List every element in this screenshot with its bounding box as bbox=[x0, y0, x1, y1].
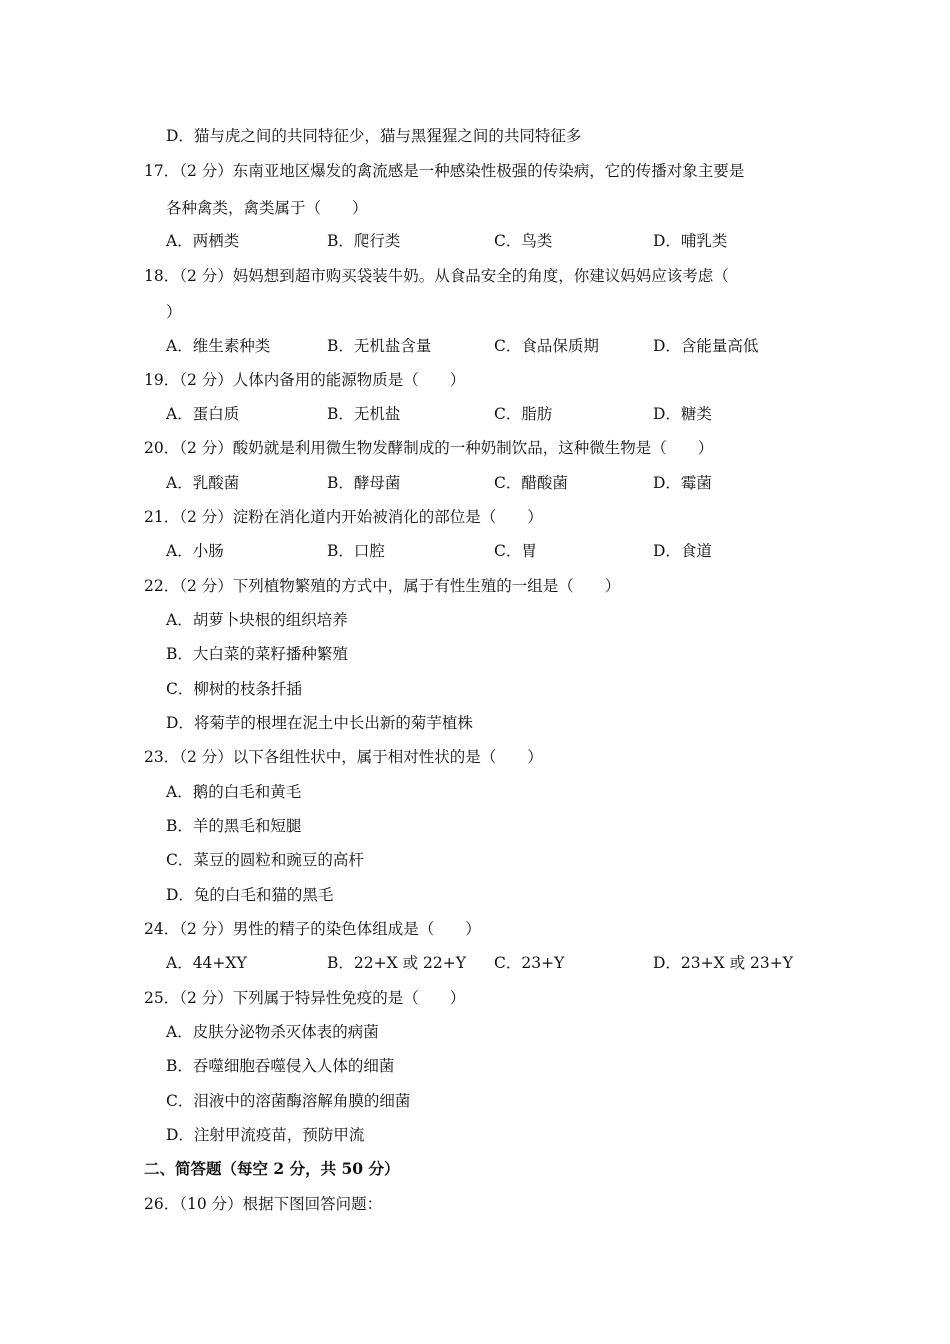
q19-option-d: D．糖类 bbox=[653, 405, 712, 423]
question-21: 21．（2 分）淀粉在消化道内开始被消化的部位是（ ） bbox=[144, 508, 543, 526]
q25-option-c: C．泪液中的溶菌酶溶解角膜的细菌 bbox=[166, 1092, 411, 1110]
q24-option-b: B．22+X 或 22+Y bbox=[327, 954, 466, 972]
question-18: 18．（2 分）妈妈想到超市购买袋装牛奶。从食品安全的角度，你建议妈妈应该考虑（ bbox=[144, 267, 729, 285]
question-19: 19．（2 分）人体内备用的能源物质是（ ） bbox=[144, 371, 466, 389]
q21-option-a: A．小肠 bbox=[166, 542, 224, 560]
q21-option-c: C．胃 bbox=[494, 542, 537, 560]
q23-option-d: D．兔的白毛和猫的黑毛 bbox=[166, 886, 334, 904]
q24-option-c: C．23+Y bbox=[494, 954, 565, 972]
q19-option-a: A．蛋白质 bbox=[166, 405, 240, 423]
q17-options bbox=[166, 231, 866, 251]
q24-option-a: A．44+XY bbox=[166, 954, 247, 972]
q17-option-b: B．爬行类 bbox=[327, 232, 401, 250]
q18-option-b: B．无机盐含量 bbox=[327, 337, 432, 355]
q22-option-c: C．柳树的枝条扦插 bbox=[166, 680, 302, 698]
q21-option-d: D．食道 bbox=[653, 542, 712, 560]
q18-option-d: D．含能量高低 bbox=[653, 337, 759, 355]
question-17: 17．（2 分）东南亚地区爆发的禽流感是一种感染性极强的传染病，它的传播对象主要是 bbox=[144, 162, 745, 180]
q22-option-d: D．将菊芋的根埋在泥土中长出新的菊芋植株 bbox=[166, 714, 473, 732]
q19-options bbox=[166, 404, 866, 424]
q25-option-d: D．注射甲流疫苗，预防甲流 bbox=[166, 1126, 365, 1144]
q19-option-c: C．脂肪 bbox=[494, 405, 553, 423]
q20-option-b: B．酵母菌 bbox=[327, 474, 401, 492]
q17-option-a: A．两栖类 bbox=[166, 232, 240, 250]
q20-option-a: A．乳酸菌 bbox=[166, 474, 240, 492]
q18-option-c: C．食品保质期 bbox=[494, 337, 599, 355]
question-20: 20．（2 分）酸奶就是利用微生物发酵制成的一种奶制饮品，这种微生物是（ ） bbox=[144, 439, 714, 457]
q21-option-b: B．口腔 bbox=[327, 542, 385, 560]
section-heading-short-answer: 二、简答题（每空 2 分，共 50 分） bbox=[144, 1159, 400, 1178]
q18-option-a: A．维生素种类 bbox=[166, 337, 271, 355]
q17-option-d: D．哺乳类 bbox=[653, 232, 728, 250]
q18-options bbox=[166, 336, 866, 356]
question-18-cont: ） bbox=[166, 303, 182, 321]
line-q16-option-d: D．猫与虎之间的共同特征少，猫与黑猩猩之间的共同特征多 bbox=[166, 127, 582, 145]
q25-option-a: A．皮肤分泌物杀灭体表的病菌 bbox=[166, 1023, 379, 1041]
q24-options bbox=[166, 953, 866, 973]
question-24: 24．（2 分）男性的精子的染色体组成是（ ） bbox=[144, 920, 481, 938]
question-25: 25．（2 分）下列属于特异性免疫的是（ ） bbox=[144, 989, 466, 1007]
q19-option-b: B．无机盐 bbox=[327, 405, 401, 423]
q24-option-d: D．23+X 或 23+Y bbox=[653, 954, 793, 972]
q23-option-b: B．羊的黑毛和短腿 bbox=[166, 817, 302, 835]
q20-option-d: D．霉菌 bbox=[653, 474, 712, 492]
q22-option-a: A．胡萝卜块根的组织培养 bbox=[166, 611, 348, 629]
question-26: 26．（10 分）根据下图回答问题： bbox=[144, 1195, 383, 1213]
q20-option-c: C．醋酸菌 bbox=[494, 474, 568, 492]
q22-option-b: B．大白菜的菜籽播种繁殖 bbox=[166, 645, 348, 663]
q23-option-a: A．鹅的白毛和黄毛 bbox=[166, 783, 302, 801]
q25-option-b: B．吞噬细胞吞噬侵入人体的细菌 bbox=[166, 1057, 395, 1075]
question-22: 22．（2 分）下列植物繁殖的方式中，属于有性生殖的一组是（ ） bbox=[144, 577, 621, 595]
q23-option-c: C．菜豆的圆粒和豌豆的高杆 bbox=[166, 851, 364, 869]
q20-options bbox=[166, 473, 866, 493]
q21-options bbox=[166, 541, 866, 561]
q17-option-c: C．鸟类 bbox=[494, 232, 553, 250]
question-23: 23．（2 分）以下各组性状中，属于相对性状的是（ ） bbox=[144, 748, 543, 766]
question-17-cont: 各种禽类，禽类属于（ ） bbox=[166, 199, 368, 217]
